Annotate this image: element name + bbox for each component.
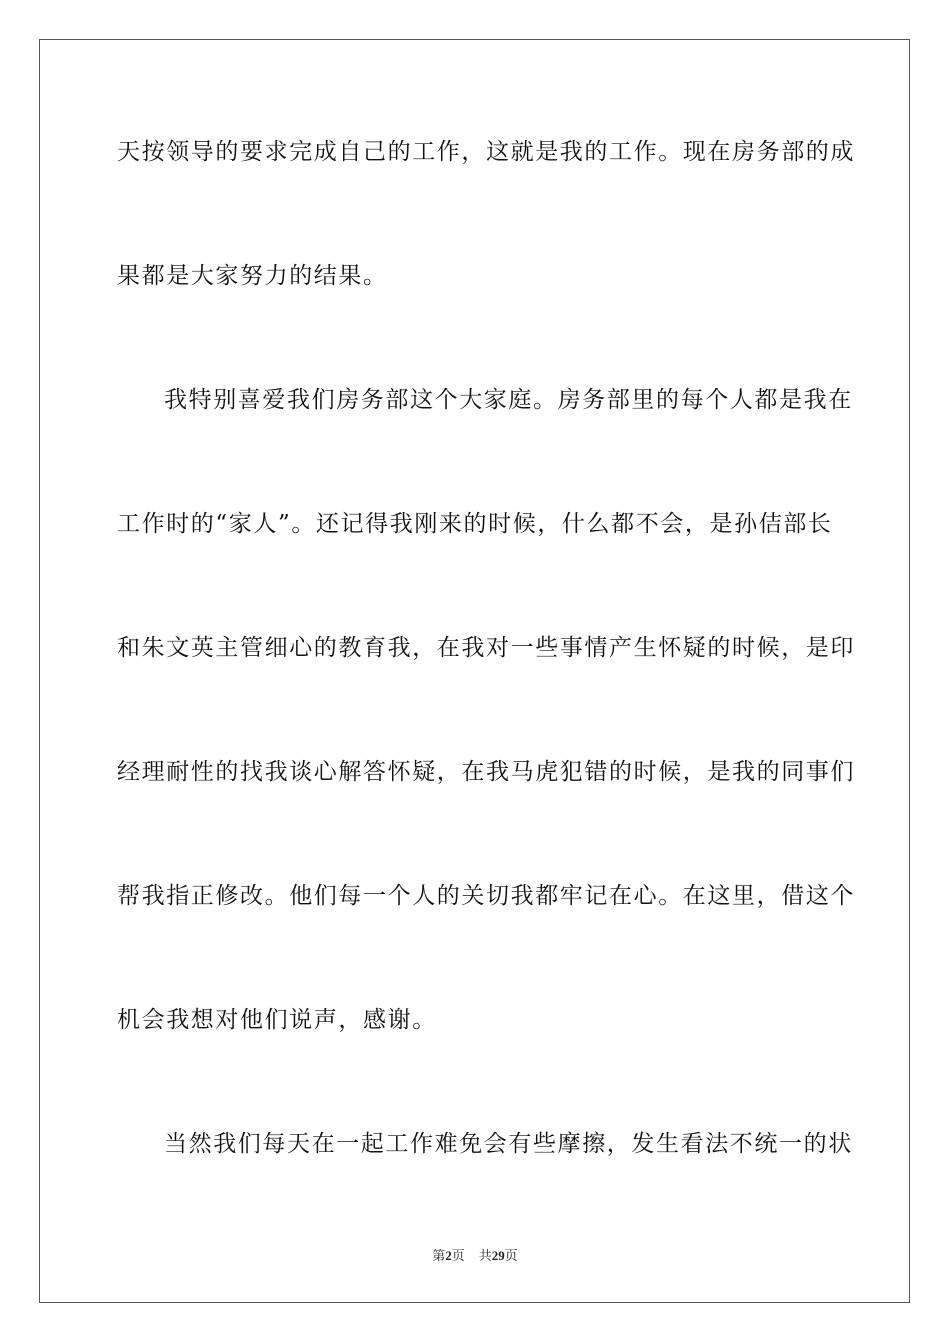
footer-page-suffix: 页 (451, 1248, 465, 1263)
footer-page-prefix: 第 (432, 1248, 446, 1263)
body-text-line-3: 我特别喜爱我们房务部这个大家庭。房务部里的每个人都是我在 (164, 387, 853, 413)
body-text-line-2: 果都是大家努力的结果。 (117, 263, 388, 289)
body-text-line-5: 和朱文英主管细心的教育我，在我对一些事情产生怀疑的时候，是印 (117, 635, 855, 661)
body-text-line-4: 工作时的“家人”。还记得我刚来的时候，什么都不会，是孙佶部长 (117, 511, 833, 537)
footer-total-suffix: 页 (504, 1248, 518, 1263)
body-text-line-9: 当然我们每天在一起工作难免会有些摩擦，发生看法不统一的状 (164, 1131, 853, 1157)
page-footer (0, 1247, 950, 1265)
footer-total-prefix: 共 (478, 1248, 492, 1263)
footer-total-pages: 29 (491, 1248, 505, 1263)
body-text-line-7: 帮我指正修改。他们每一个人的关切我都牢记在心。在这里，借这个 (117, 883, 855, 909)
footer-page-number: 2 (445, 1248, 452, 1263)
page-border (39, 39, 910, 1303)
body-text-line-8: 机会我想对他们说声，感谢。 (117, 1007, 437, 1033)
body-text-line-1: 天按领导的要求完成自己的工作，这就是我的工作。现在房务部的成 (117, 139, 855, 165)
body-text-line-6: 经理耐性的找我谈心解答怀疑，在我马虎犯错的时候，是我的同事们 (117, 759, 855, 785)
